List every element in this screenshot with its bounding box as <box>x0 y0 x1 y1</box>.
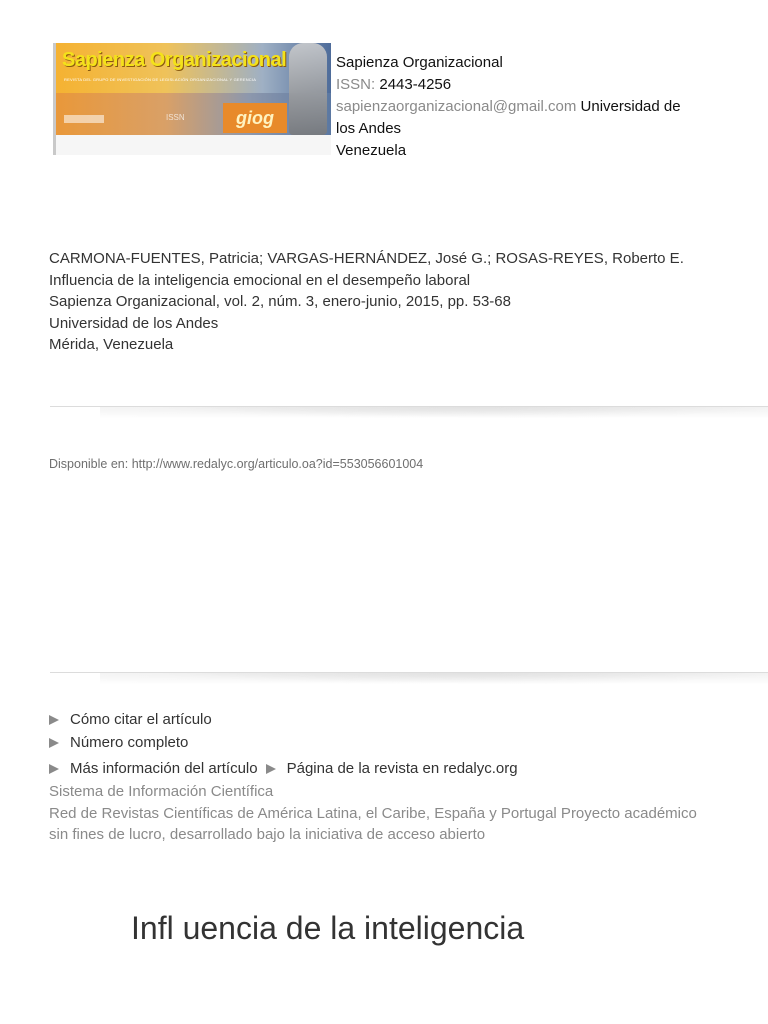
issn-label: ISSN: <box>336 76 380 93</box>
banner-title: Sapienza Organizacional <box>62 49 287 71</box>
journal-email[interactable]: sapienzaorganizacional@gmail.com <box>336 98 577 115</box>
link-row-more <box>49 757 729 780</box>
banner-bottom-strip <box>56 135 331 155</box>
cite-article-link[interactable]: Cómo citar el artículo <box>70 711 212 728</box>
banner-logo-mark <box>64 115 104 123</box>
banner-issn-mark: ISSN <box>166 113 185 122</box>
full-issue-link[interactable]: Número completo <box>70 734 189 751</box>
citation-authors: CARMONA-FUENTES, Patricia; VARGAS-HERNÁNDEZ, José G.; ROSAS-REYES, Roberto E. <box>49 250 684 267</box>
journal-country: Venezuela <box>336 142 407 159</box>
journal-issn <box>336 74 696 96</box>
arrow-right-icon <box>49 715 59 725</box>
article-heading: Infl uencia de la inteligencia <box>131 910 525 946</box>
article-links <box>49 708 729 780</box>
link-row-cite <box>49 708 729 731</box>
arrow-right-icon <box>49 764 59 774</box>
journal-contact <box>336 96 696 140</box>
journal-page-link[interactable]: Página de la revista en redalyc.org <box>286 760 518 777</box>
citation-location: Mérida, Venezuela <box>49 336 174 353</box>
citation-source: Sapienza Organizacional, vol. 2, núm. 3, enero-junio, 2015, pp. 53-68 <box>49 293 511 310</box>
arrow-right-icon <box>266 764 276 774</box>
available-url[interactable]: Disponible en: http://www.redalyc.org/articulo.oa?id=553056601004 <box>49 457 424 471</box>
more-info-link[interactable]: Más información del artículo <box>70 760 258 777</box>
citation-institution: Universidad de los Andes <box>49 314 219 332</box>
journal-cover-image <box>53 43 331 155</box>
network-description: Red de Revistas Científicas de América Latina, el Caribe, España y Portugal Proyecto académico sin fines de lucro, desarrollado bajo la iniciativa de acceso abierto <box>49 804 697 843</box>
citation-title: Influencia de la inteligencia emocional en el desempeño laboral <box>49 271 471 289</box>
link-row-full-issue <box>49 731 729 754</box>
banner-subtitle: REVISTA DEL GRUPO DE INVESTIGACIÓN DE LEGISLACIÓN ORGANIZACIONAL Y GERENCIA <box>64 77 257 82</box>
statue-image <box>289 43 327 135</box>
issn-value: 2443-4256 <box>379 76 452 93</box>
citation-block <box>49 248 689 356</box>
journal-name: Sapienza Organizacional <box>336 54 503 71</box>
divider-shadow <box>100 407 768 421</box>
redalyc-footer <box>49 781 709 846</box>
journal-info <box>336 52 696 162</box>
arrow-right-icon <box>49 738 59 748</box>
giog-logo: giog <box>223 103 287 133</box>
system-name: Sistema de Información Científica <box>49 783 274 800</box>
divider-shadow <box>100 673 768 687</box>
journal-institution: Universidad de los Andes <box>336 98 681 137</box>
